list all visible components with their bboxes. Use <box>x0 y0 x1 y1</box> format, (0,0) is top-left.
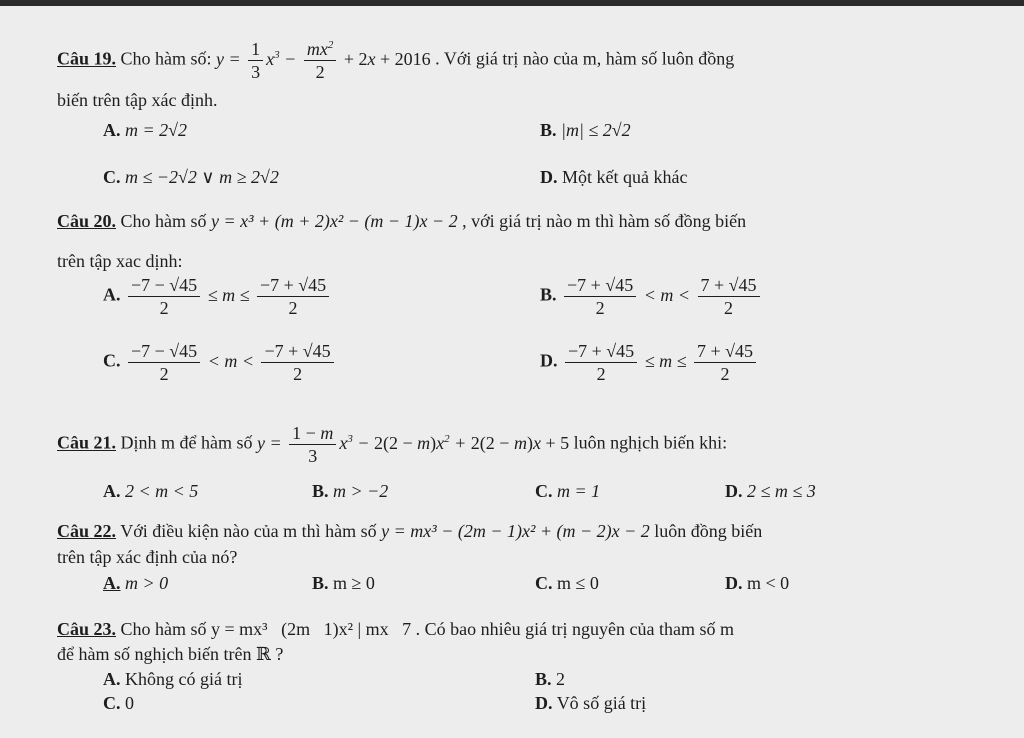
q19-tail: . Với giá trị nào của m, hàm số luôn đồng <box>435 48 735 69</box>
q23-option-c[interactable] <box>103 692 134 714</box>
q19-label: Câu 19. <box>57 48 117 69</box>
q21-option-d[interactable] <box>725 480 816 502</box>
q21-line1 <box>57 422 727 467</box>
q23-option-c-text: 0 <box>125 693 134 713</box>
q19-option-b-label: B. <box>540 120 557 140</box>
q23-line2: để hàm số nghịch biến trên ℝ ? <box>57 644 284 664</box>
q23-option-b-label: B. <box>535 669 552 689</box>
q22-option-d-label: D. <box>725 573 743 593</box>
q21-option-b[interactable] <box>312 480 388 502</box>
q20-option-c[interactable] <box>103 340 337 385</box>
q19-option-c-text: m ≤ −2√2 ∨ m ≥ 2√2 <box>125 167 279 187</box>
q23-option-b[interactable] <box>535 668 565 690</box>
q22-tail: luôn đồng biến <box>654 521 763 541</box>
q22-option-d-text: m < 0 <box>747 573 790 593</box>
q19-option-b[interactable] <box>540 119 631 141</box>
q19-option-c-label: C. <box>103 167 121 187</box>
q20-option-b-label: B. <box>540 284 557 305</box>
q19-option-a[interactable] <box>103 119 187 141</box>
q21-formula: y = $\frac{1 - m}{3}$ $x^3 - 2(2 - m)x^2 + 2(2 - m)x + 5$ <box>257 423 570 466</box>
q21-intro: Dịnh m để hàm số <box>120 432 253 453</box>
q22-option-c-label: C. <box>535 573 553 593</box>
q23-intro: Cho hàm số <box>120 619 207 639</box>
q21-option-c-label: C. <box>535 481 553 501</box>
q22-option-b[interactable] <box>312 572 375 594</box>
q23-option-b-text: 2 <box>556 669 566 689</box>
q22-line2: trên tập xác định của nó? <box>57 547 238 567</box>
q21-option-a-text: 2 < m < 5 <box>125 481 199 501</box>
q19-intro: Cho hàm số: <box>120 48 212 69</box>
q23-option-c-label: C. <box>103 693 121 713</box>
q23-formula: y = mx³ (2m 1)x² | mx 7 <box>211 619 412 639</box>
q23-option-a-text: Không có giá trị <box>125 669 243 689</box>
q21-option-a[interactable] <box>103 480 198 502</box>
q20-option-d-label: D. <box>540 350 558 371</box>
document-page <box>0 6 1024 738</box>
q19-option-d[interactable] <box>540 166 687 188</box>
q23-option-d-label: D. <box>535 693 553 713</box>
q19-line1 <box>57 38 734 83</box>
q22-formula: y = mx³ − (2m − 1)x² + (m − 2)x − 2 <box>381 521 650 541</box>
q21-option-a-label: A. <box>103 481 121 501</box>
q22-label: Câu 22. <box>57 521 117 541</box>
q20-intro: Cho hàm số <box>120 211 207 231</box>
q21-option-d-label: D. <box>725 481 743 501</box>
q21-option-c[interactable] <box>535 480 600 502</box>
q19-option-a-text: m = 2√2 <box>125 120 188 140</box>
q19-option-d-label: D. <box>540 167 558 187</box>
q22-option-b-label: B. <box>312 573 329 593</box>
q20-line1 <box>57 210 746 232</box>
q23-option-d[interactable] <box>535 692 646 714</box>
q22-option-d[interactable] <box>725 572 789 594</box>
q21-option-b-text: m > −2 <box>333 481 389 501</box>
q22-intro: Với điều kiện nào của m thì hàm số <box>120 521 377 541</box>
q19-option-d-text: Một kết quả khác <box>562 167 688 187</box>
q21-option-b-label: B. <box>312 481 329 501</box>
q22-line1 <box>57 520 762 542</box>
q22-option-a-label: A. <box>103 573 121 593</box>
q22-option-b-text: m ≥ 0 <box>333 573 375 593</box>
q20-option-c-label: C. <box>103 350 121 371</box>
q19-option-a-label: A. <box>103 120 121 140</box>
q19-option-c[interactable] <box>103 166 279 188</box>
q20-option-b[interactable] <box>540 274 763 319</box>
q20-option-b-formula: $\frac{-7 + √45}{2}$ < m < $\frac{7 + √45}{2}$ <box>561 285 763 305</box>
q23-option-a-label: A. <box>103 669 121 689</box>
q23-tail: . Có bao nhiêu giá trị nguyên của tham số m <box>415 619 735 639</box>
q19-option-b-text: |m| ≤ 2√2 <box>561 120 631 140</box>
q21-option-d-text: 2 ≤ m ≤ 3 <box>747 481 816 501</box>
q23-label: Câu 23. <box>57 619 117 639</box>
q23-line1 <box>57 618 734 640</box>
q20-option-a-formula: $\frac{-7 - √45}{2}$ ≤ m ≤ $\frac{-7 + √45}{2}$ <box>125 285 332 305</box>
q20-option-d-formula: $\frac{-7 + √45}{2}$ ≤ m ≤ $\frac{7 + √45}{2}$ <box>562 351 759 371</box>
q21-option-c-text: m = 1 <box>557 481 601 501</box>
q20-formula: y = x³ + (m + 2)x² − (m − 1)x − 2 <box>211 211 458 231</box>
q20-label: Câu 20. <box>57 211 117 231</box>
q20-option-c-formula: $\frac{-7 - √45}{2}$ < m < $\frac{-7 + √45}{2}$ <box>125 351 337 371</box>
q20-tail: , với giá trị nào m thì hàm số đồng biến <box>462 211 747 231</box>
q22-option-c-text: m ≤ 0 <box>557 573 599 593</box>
q22-option-a[interactable] <box>103 572 168 594</box>
q20-option-a[interactable] <box>103 274 332 319</box>
q22-option-a-text: m > 0 <box>125 573 169 593</box>
q22-option-c[interactable] <box>535 572 599 594</box>
q20-option-a-label: A. <box>103 284 121 305</box>
q21-tail: luôn nghịch biến khi: <box>573 432 728 453</box>
q20-option-d[interactable] <box>540 340 759 385</box>
q23-option-d-text: Vô số giá trị <box>556 693 647 713</box>
q20-line2: trên tập xac dịnh: <box>57 251 183 271</box>
q23-option-a[interactable] <box>103 668 242 690</box>
q19-formula: y = $\frac{1}{3}$ $x^3$ − $\frac{mx^2}{2}$ + 2x + 2016 <box>216 39 431 82</box>
q19-line2: biến trên tập xác định. <box>57 90 218 110</box>
q21-label: Câu 21. <box>57 432 117 453</box>
